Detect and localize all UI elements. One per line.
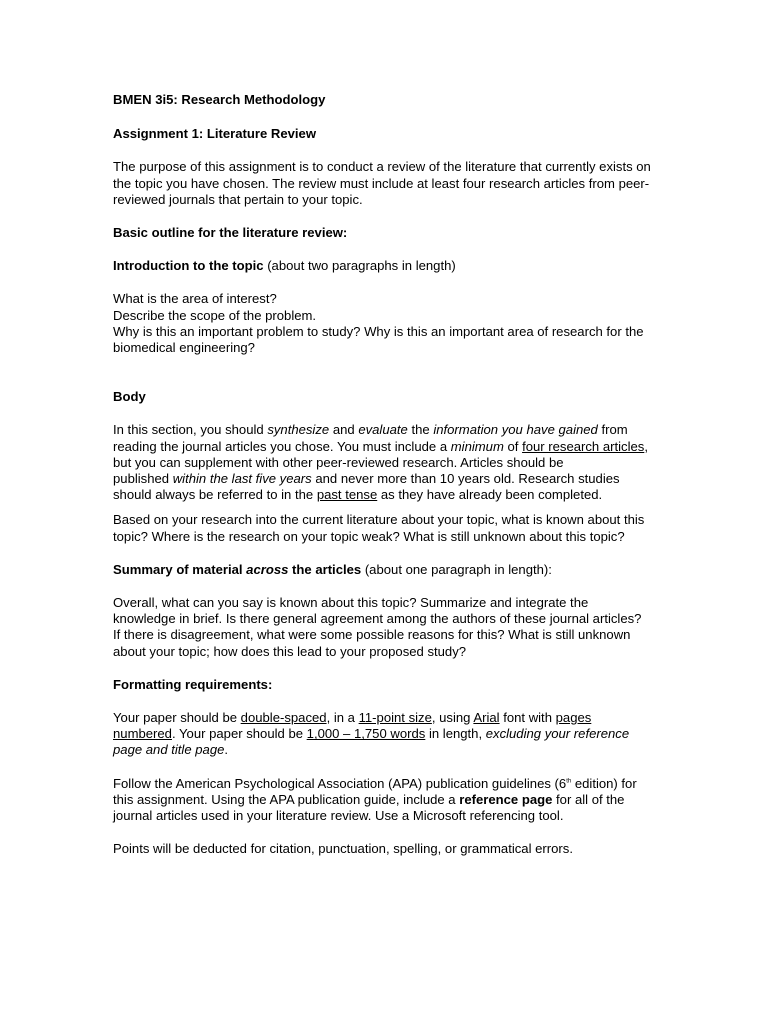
summary-text: Overall, what can you say is known about this topic? Summarize and integrate the (113, 595, 589, 611)
summary-heading-title: Summary of material (113, 561, 247, 577)
purpose-line: The purpose of this assignment is to conduct a review of the literature that currently exists on (113, 159, 651, 175)
apa-text: journal articles used in your literature review. Use a Microsoft referencing tool. (113, 808, 564, 824)
summary-text: about your topic; how does this lead to your proposed study? (113, 643, 467, 659)
format-underline: pages (555, 710, 592, 726)
purpose-paragraph (113, 159, 661, 208)
summary-heading-emphasis: across (246, 561, 289, 577)
purpose-line: reviewed journals that pertain to your topic. (113, 191, 363, 207)
format-text: Your paper should be (113, 710, 241, 726)
body-text: topic? Where is the research on your topic weak? What is still unknown about this topic? (113, 528, 625, 544)
apa-text: edition) for (571, 775, 637, 791)
body-emphasis: synthesize (267, 422, 330, 438)
intro-questions (113, 291, 661, 356)
apa-bold: reference page (459, 791, 553, 807)
format-text: . Your paper should be (171, 726, 307, 742)
format-text: . (224, 742, 229, 758)
format-text: font with (499, 710, 556, 726)
body-text: reading the journal articles you chose. You must include a (113, 438, 451, 454)
format-emphasis: excluding your reference (485, 726, 630, 742)
body-text: the (407, 422, 434, 438)
format-text: , using (431, 710, 474, 726)
body-paragraph-2 (113, 512, 661, 544)
body-text: and (329, 422, 359, 438)
format-underline: Arial (473, 710, 500, 726)
summary-heading-title: the articles (288, 561, 362, 577)
summary-text: If there is disagreement, what were some possible reasons for this? What is still unknown (113, 627, 631, 643)
summary-text: knowledge in brief. Is there general agreement among the authors of these journal articles? (113, 611, 642, 627)
course-title: BMEN 3i5: Research Methodology (113, 92, 326, 107)
intro-heading (113, 258, 661, 274)
points-paragraph: Points will be deducted for citation, punctuation, spelling, or grammatical errors. (113, 841, 573, 857)
body-heading: Body (113, 389, 146, 405)
apa-text: Follow the American Psychological Association (APA) publication guidelines (6 (113, 775, 567, 791)
outline-heading: Basic outline for the literature review: (113, 225, 348, 241)
format-underline: 11-point size (358, 710, 432, 726)
intro-heading-title: Introduction to the topic (113, 258, 264, 274)
formatting-heading: Formatting requirements: (113, 676, 273, 692)
intro-question: Describe the scope of the problem. (113, 307, 317, 323)
format-emphasis: page and title page (113, 742, 225, 758)
intro-question: Why is this an important problem to study? Why is this an important area of research for the (113, 323, 644, 339)
summary-heading (113, 562, 661, 578)
summary-paragraph (113, 595, 661, 660)
format-underline: 1,000 – 1,750 words (306, 726, 426, 742)
body-text: should always be referred to in the (113, 487, 317, 503)
body-emphasis: evaluate (358, 422, 408, 438)
body-text: Based on your research into the current literature about your topic, what is known about this (113, 512, 645, 528)
apa-text: for all of the (552, 791, 625, 807)
body-emphasis: within the last five years (172, 471, 312, 487)
document-page (113, 92, 661, 858)
body-text: from (597, 422, 628, 438)
apa-superscript: th (566, 778, 572, 785)
format-underline: numbered (113, 726, 172, 742)
intro-heading-note: (about two paragraphs in length) (263, 258, 456, 274)
body-text: of (503, 438, 523, 454)
body-text: In this section, you should (113, 422, 268, 438)
body-paragraph (113, 422, 661, 503)
intro-question: biomedical engineering? (113, 340, 255, 356)
body-text: and never more than 10 years old. Research studies (311, 471, 620, 487)
formatting-paragraph (113, 710, 661, 759)
body-underline: past tense (316, 487, 378, 503)
format-text: , in a (326, 710, 359, 726)
apa-paragraph (113, 776, 661, 825)
body-text: published (113, 471, 173, 487)
body-text: as they have already been completed. (377, 487, 603, 503)
format-underline: double-spaced (240, 710, 327, 726)
body-emphasis: information you have gained (433, 422, 598, 438)
apa-text: this assignment. Using the APA publication guide, include a (113, 791, 460, 807)
intro-question: What is the area of interest? (113, 291, 277, 307)
summary-heading-note: (about one paragraph in length): (361, 561, 552, 577)
body-text: , (644, 438, 648, 454)
purpose-line: the topic you have chosen. The review must include at least four research articles from peer- (113, 175, 650, 191)
body-text: but you can supplement with other peer-reviewed research. Articles should be (113, 454, 564, 470)
body-emphasis: minimum (450, 438, 504, 454)
assignment-title: Assignment 1: Literature Review (113, 126, 317, 142)
format-text: in length, (425, 726, 486, 742)
body-underline: four research articles (522, 438, 645, 454)
